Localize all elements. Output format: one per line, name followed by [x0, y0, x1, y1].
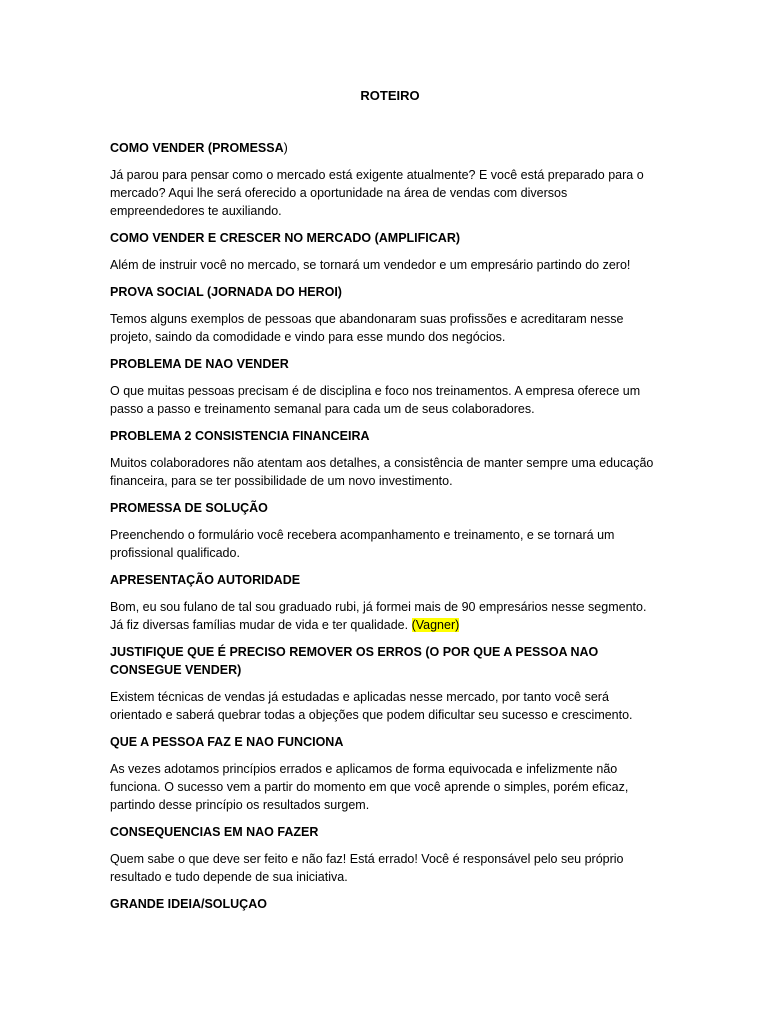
- section-consequencias: [110, 823, 660, 886]
- section-body: Muitos colaboradores não atentam aos detalhes, a consistência de manter sempre uma educação financeira, para se ter possibilidade de um novo investimento.: [110, 456, 654, 488]
- section-heading: JUSTIFIQUE QUE É PRECISO REMOVER OS ERROS (O POR QUE A PESSOA NAO CONSEGUE VENDER): [110, 645, 599, 677]
- section-heading: QUE A PESSOA FAZ E NAO FUNCIONA: [110, 735, 344, 749]
- section-body: Existem técnicas de vendas já estudadas e aplicadas nesse mercado, por tanto você será orientado e saberá quebrar todas a objeções que podem dificultar seu sucesso e crescimento.: [110, 690, 633, 722]
- section-nao-funciona: [110, 733, 660, 814]
- document-title: ROTEIRO: [360, 88, 420, 103]
- section-heading-text: COMO VENDER (PROMESSA: [110, 141, 284, 155]
- section-body-text: Bom, eu sou fulano de tal sou graduado rubi, já formei mais de 90 empresários nesse segmento. Já fiz diversas famílias mudar de vida e ter qualidade.: [110, 600, 647, 632]
- section-como-vender: [110, 139, 660, 220]
- section-promessa-solucao: [110, 499, 660, 562]
- section-body: Além de instruir você no mercado, se tornará um vendedor e um empresário partindo do zero!: [110, 258, 631, 272]
- section-heading: GRANDE IDEIA/SOLUÇAO: [110, 897, 267, 911]
- section-heading: PROMESSA DE SOLUÇÃO: [110, 501, 268, 515]
- section-autoridade: [110, 571, 660, 634]
- section-body: O que muitas pessoas precisam é de disciplina e foco nos treinamentos. A empresa oferece um passo a passo e treinamento semanal para cada um de seus colaboradores.: [110, 384, 641, 416]
- section-body: As vezes adotamos princípios errados e aplicamos de forma equivocada e infelizmente não funciona. O sucesso vem a partir do momento em que você aprende o simples, porém eficaz, partindo desse princípio os resultados surgem.: [110, 762, 629, 812]
- section-heading: PROBLEMA 2 CONSISTENCIA FINANCEIRA: [110, 429, 370, 443]
- section-body: [110, 598, 660, 634]
- section-body: Temos alguns exemplos de pessoas que abandonaram suas profissões e acreditaram nesse projeto, saindo da comodidade e vindo para esse mundo dos negócios.: [110, 312, 624, 344]
- section-problema-2: [110, 427, 660, 490]
- section-body: Quem sabe o que deve ser feito e não faz! Está errado! Você é responsável pelo seu próprio resultado e tudo depende de sua iniciativa.: [110, 852, 624, 884]
- section-heading: COMO VENDER E CRESCER NO MERCADO (AMPLIFICAR): [110, 231, 461, 245]
- section-heading: PROBLEMA DE NAO VENDER: [110, 357, 289, 371]
- section-problema-nao-vender: [110, 355, 660, 418]
- section-body: Preenchendo o formulário você recebera acompanhamento e treinamento, e se tornará um profissional qualificado.: [110, 528, 615, 560]
- section-amplificar: [110, 229, 660, 274]
- section-heading: PROVA SOCIAL (JORNADA DO HEROI): [110, 285, 342, 299]
- section-grande-ideia: [110, 895, 660, 913]
- section-heading: [110, 139, 660, 157]
- highlighted-name: (Vagner): [411, 618, 460, 632]
- section-prova-social: [110, 283, 660, 346]
- section-heading-tail: ): [283, 141, 288, 155]
- section-remover-erros: [110, 643, 660, 724]
- section-heading: APRESENTAÇÃO AUTORIDADE: [110, 573, 301, 587]
- section-body: Já parou para pensar como o mercado está exigente atualmente? E você está preparado para o mercado? Aqui lhe será oferecido a oportunidade na área de vendas com diversos empreendedores te auxiliando.: [110, 168, 644, 218]
- section-heading: CONSEQUENCIAS EM NAO FAZER: [110, 825, 319, 839]
